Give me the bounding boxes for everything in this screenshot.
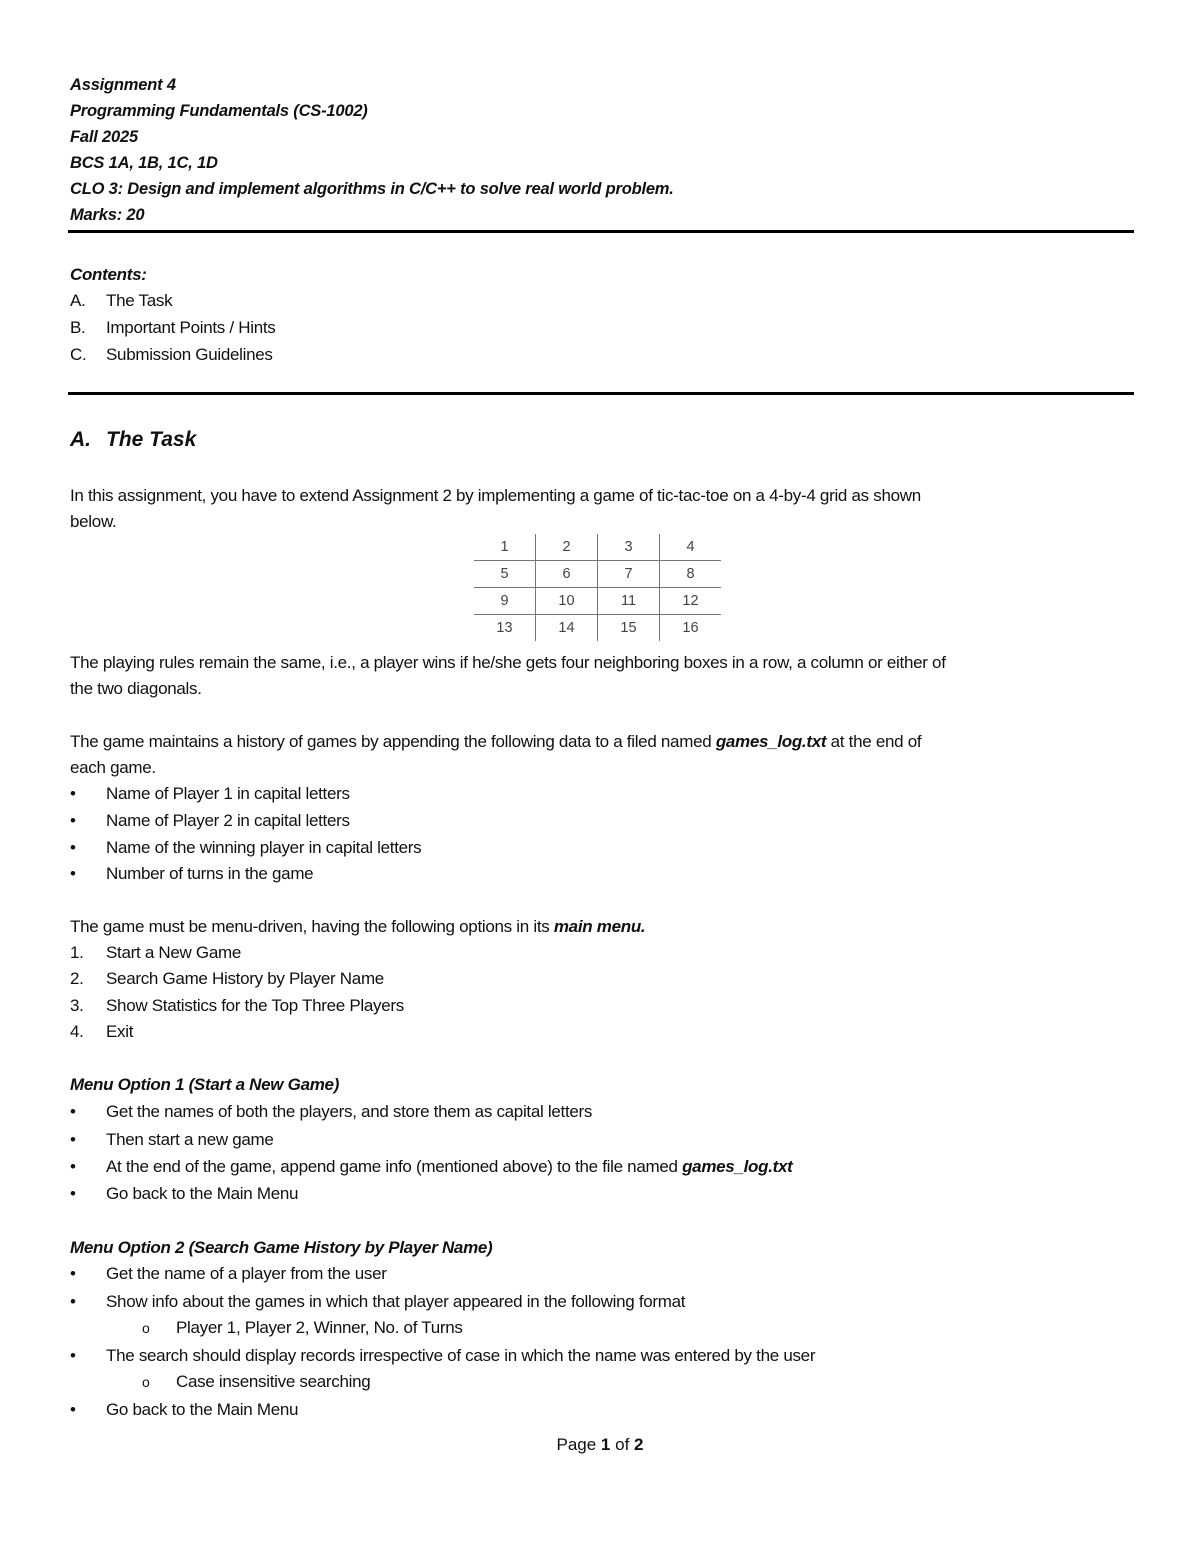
grid-row [474,561,721,588]
tic-tac-toe-grid [474,534,721,641]
history-item [70,781,350,807]
option-2-item [70,1261,387,1287]
contents-label: B. [70,318,86,337]
contents-text: Important Points / Hints [106,318,276,337]
grid-cell: 3 [598,534,660,561]
grid-cell: 10 [536,588,598,615]
grid-row [474,615,721,642]
sub-bullet-icon: o [142,1374,150,1390]
grid-cell: 5 [474,561,536,588]
contents-text: The Task [106,291,173,310]
grid-cell: 14 [536,615,598,642]
section-a-heading [70,425,196,455]
menu-item [70,940,241,966]
grid-cell: 4 [660,534,722,561]
sub-bullet-icon: o [142,1320,150,1336]
rules-line-2: the two diagonals. [70,679,202,698]
bullet-icon: • [70,864,76,883]
assignment-title: Assignment 4 [70,76,176,94]
menu-item-number: 2. [70,969,84,988]
grid-cell: 6 [536,561,598,588]
option-item-text: Go back to the Main Menu [106,1400,299,1419]
menu-item-number: 4. [70,1022,84,1041]
page-total: 2 [634,1435,644,1454]
grid-cell: 7 [598,561,660,588]
option-item-text: At the end of the game, append game info (mentioned above) to the file named [106,1157,683,1176]
grid-cell: 2 [536,534,598,561]
grid-cell: 1 [474,534,536,561]
grid-cell: 12 [660,588,722,615]
history-item-text: Number of turns in the game [106,864,314,883]
sections: BCS 1A, 1B, 1C, 1D [70,154,218,172]
contents-title: Contents: [70,265,147,284]
rules-line-1: The playing rules remain the same, i.e., a player wins if he/she gets four neighboring boxes in a row, a column or either of [70,653,946,672]
contents-item-c [70,342,273,368]
history-text-end: at the end of [826,732,922,751]
bullet-icon: • [70,1102,76,1121]
option-2-subitem [142,1315,463,1341]
header-divider [68,230,1134,233]
grid-cell: 9 [474,588,536,615]
of-word: of [615,1435,630,1454]
history-item-text: Name of Player 1 in capital letters [106,784,350,803]
course-name: Programming Fundamentals (CS-1002) [70,102,368,120]
menu-intro-emphasis: main menu [553,917,641,936]
page-word: Page [556,1435,597,1454]
page-current: 1 [600,1435,611,1454]
menu-item-number: 3. [70,996,84,1015]
clo-statement: CLO 3: Design and implement algorithms in C/C++ to solve real world problem. [70,180,674,198]
menu-item-text: Exit [106,1022,134,1041]
bullet-icon: • [70,1157,76,1176]
contents-divider [68,392,1134,395]
option-2-item [70,1343,815,1369]
menu-item-number: 1. [70,943,84,962]
bullet-icon: • [70,1400,76,1419]
bullet-icon: • [70,1346,76,1365]
menu-intro-text: The game must be menu-driven, having the following options in its [70,917,554,936]
grid-row [474,588,721,615]
option-1-title: Menu Option 1 (Start a New Game) [70,1075,340,1094]
option-item-text: Then start a new game [106,1130,274,1149]
option-2-title: Menu Option 2 (Search Game History by Player Name) [70,1238,493,1257]
contents-label: A. [70,291,86,310]
grid-cell: 13 [474,615,536,642]
menu-item [70,966,384,992]
marks: Marks: 20 [70,206,145,224]
section-title: The Task [106,428,197,451]
option-2-item [70,1397,298,1423]
contents-item-b [70,315,275,341]
grid-cell: 16 [682,620,699,636]
bullet-icon: • [70,1292,76,1311]
grid-row [474,534,721,561]
option-item-text: Get the name of a player from the user [106,1264,387,1283]
intro-line-1: In this assignment, you have to extend Assignment 2 by implementing a game of tic-tac-toe on a 4-by-4 grid as shown [70,486,921,505]
option-subitem-text: Case insensitive searching [176,1372,371,1391]
option-item-text: Show info about the games in which that player appeared in the following format [106,1292,686,1311]
history-text: The game maintains a history of games by appending the following data to a filed named [70,732,716,751]
contents-text: Submission Guidelines [106,345,273,364]
bullet-icon: • [70,811,76,830]
option-item-text: Get the names of both the players, and store them as capital letters [106,1102,593,1121]
bullet-icon: • [70,784,76,803]
history-item-text: Name of the winning player in capital letters [106,838,422,857]
history-item [70,808,350,834]
option-2-subitem [142,1369,370,1395]
bullet-icon: • [70,838,76,857]
bullet-icon: • [70,1130,76,1149]
menu-item [70,1019,133,1045]
history-item [70,835,421,861]
option-1-item [70,1127,274,1153]
intro-line-2: below. [70,512,117,531]
menu-item-text: Show Statistics for the Top Three Players [106,996,404,1015]
menu-item [70,993,404,1019]
history-item-text: Name of Player 2 in capital letters [106,811,350,830]
grid-cell: 11 [598,588,660,615]
menu-intro-period: . [640,917,646,936]
history-line-2: each game. [70,758,156,777]
history-item [70,861,313,887]
menu-item-text: Search Game History by Player Name [106,969,384,988]
option-1-item [70,1181,298,1207]
option-2-item [70,1289,685,1315]
option-1-item [70,1099,592,1125]
section-label: A. [70,428,91,451]
contents-label: C. [70,345,87,364]
bullet-icon: • [70,1264,76,1283]
history-line-1 [70,729,921,755]
page-footer [0,1433,1200,1457]
option-subitem-text: Player 1, Player 2, Winner, No. of Turns [176,1318,463,1337]
menu-item-text: Start a New Game [106,943,242,962]
bullet-icon: • [70,1184,76,1203]
grid-cell: 8 [660,561,722,588]
grid-cell: 15 [598,615,660,642]
menu-intro [70,914,645,940]
option-item-text: The search should display records irrespective of case in which the name was entered by the user [106,1346,816,1365]
option-1-item [70,1154,793,1180]
semester: Fall 2025 [70,128,138,146]
option-item-text: Go back to the Main Menu [106,1184,299,1203]
option-file-name: games_log.txt [682,1157,793,1176]
contents-item-a [70,288,172,314]
history-file-name: games_log.txt [715,732,827,751]
